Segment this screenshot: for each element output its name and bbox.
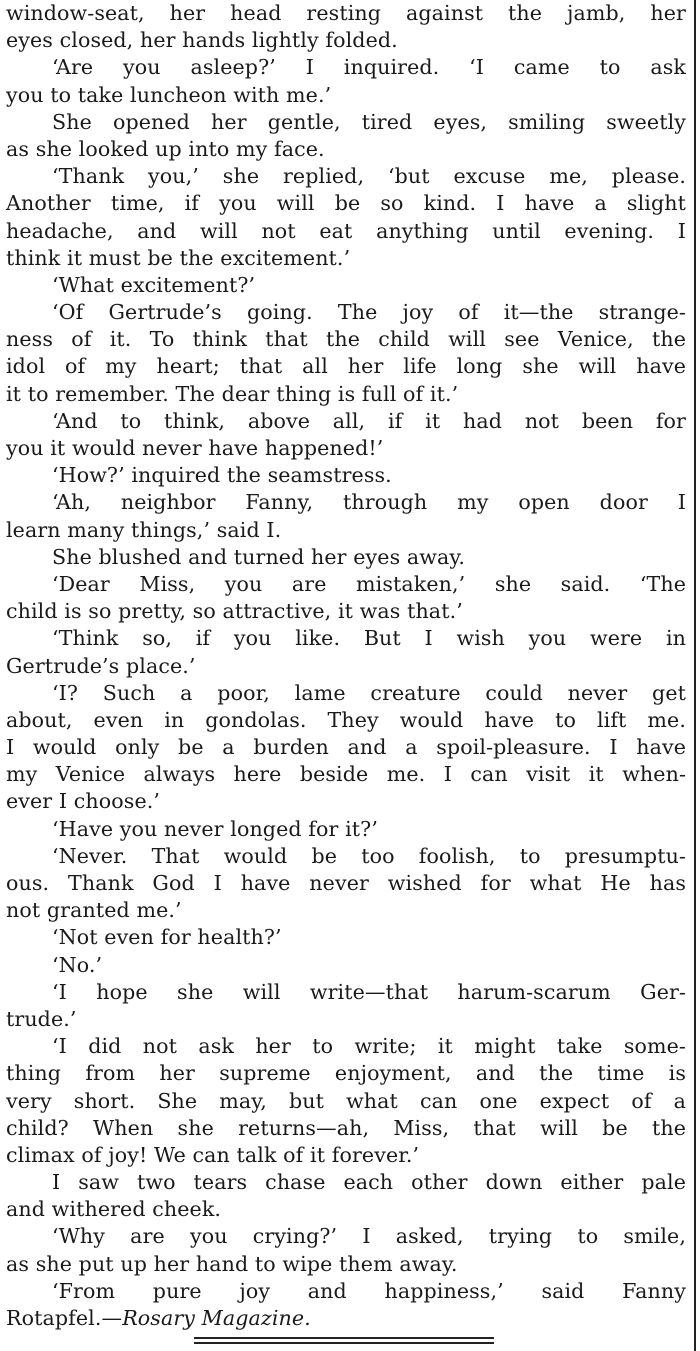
text-line: child is so pretty, so attractive, it was that.’ <box>6 599 463 624</box>
text-line: Gertrude’s place.’ <box>6 653 196 678</box>
text-line: it to remember. The dear thing is full of it.’ <box>6 381 459 406</box>
text-line: ness of it. To think that the child will see Venice, the <box>6 327 686 352</box>
text-line: She opened her gentle, tired eyes, smiling sweetly <box>52 109 686 134</box>
text-line: headache, and will not eat anything until evening. I <box>6 218 686 243</box>
text-line: trude.’ <box>6 1006 77 1031</box>
text-line: ous. Thank God I have never wished for what He has <box>6 871 686 895</box>
text-line: very short. She may, but what can one expect of a <box>6 1088 686 1113</box>
text-line: ‘How?’ inquired the seamstress. <box>52 463 392 488</box>
text-line: and withered cheek. <box>6 1197 222 1222</box>
source-citation: Rosary Magazine. <box>122 1306 311 1330</box>
text-line: ‘What excitement?’ <box>52 272 256 297</box>
text-line: She blushed and turned her eyes away. <box>52 544 466 569</box>
text-line-final <box>6 1305 686 1332</box>
text-line: ‘Not even for health?’ <box>52 925 282 950</box>
text-line: you it would never have happened!’ <box>6 436 384 460</box>
article-text <box>6 0 686 1332</box>
text-line: ‘Dear Miss, you are mistaken,’ she said. ‘The <box>52 571 686 596</box>
text-line: ‘Ah, neighbor Fanny, through my open door I <box>52 490 686 515</box>
text-line: I would only be a burden and a spoil-pleasure. I have <box>6 735 686 760</box>
text-line: ‘Are you asleep?’ I inquired. ‘I came to ask <box>52 55 686 80</box>
text-line: ‘And to think, above all, if it had not been for <box>52 408 686 433</box>
text-line: child? When she returns—ah, Miss, that will be the <box>6 1115 686 1140</box>
text-line: ‘I did not ask her to write; it might take some- <box>52 1034 686 1059</box>
text-line: I saw two tears chase each other down either pale <box>52 1170 686 1195</box>
text-line: learn many things,’ said I. <box>6 517 282 542</box>
text-line: thing from her supreme enjoyment, and the time is <box>6 1061 686 1086</box>
text-line: ‘No.’ <box>52 952 103 977</box>
text-line: climax of joy! We can talk of it forever.’ <box>6 1142 420 1167</box>
text-line: ‘Why are you crying?’ I asked, trying to smile, <box>52 1224 686 1249</box>
text-line: about, even in gondolas. They would have to lift me. <box>6 707 686 732</box>
text-line: ‘Thank you,’ she replied, ‘but excuse me, please. <box>52 164 686 189</box>
final-line-prefix: Rotapfel.— <box>6 1306 123 1330</box>
end-double-rule <box>194 1337 494 1347</box>
text-line: Another time, if you will be so kind. I have a slight <box>6 191 686 216</box>
text-line: ‘I hope she will write—that harum-scarum Ger- <box>52 979 686 1004</box>
text-line: ‘Never. That would be too foolish, to presumptu- <box>52 843 686 868</box>
text-line: think it must be the excitement.’ <box>6 245 351 270</box>
text-line: window-seat, her head resting against the jamb, her <box>6 1 686 25</box>
text-line: eyes closed, her hands lightly folded. <box>6 28 398 53</box>
text-line: idol of my heart; that all her life long she will have <box>6 354 686 379</box>
text-line: as she looked up into my face. <box>6 136 325 161</box>
text-line: not granted me.’ <box>6 898 182 923</box>
text-line: my Venice always here beside me. I can visit it when- <box>6 762 686 787</box>
text-line: ‘Think so, if you like. But I wish you were in <box>52 626 686 651</box>
text-line: you to take luncheon with me.’ <box>6 82 332 107</box>
text-line: ‘Have you never longed for it?’ <box>52 816 378 841</box>
text-line: ‘From pure joy and happiness,’ said Fanny <box>52 1278 686 1303</box>
column-rule <box>694 0 696 1351</box>
text-line: ‘I? Such a poor, lame creature could never get <box>52 680 686 705</box>
text-line: ever I choose.’ <box>6 789 161 814</box>
text-line: as she put up her hand to wipe them away. <box>6 1251 458 1276</box>
text-line: ‘Of Gertrude’s going. The joy of it—the strange- <box>52 300 686 325</box>
